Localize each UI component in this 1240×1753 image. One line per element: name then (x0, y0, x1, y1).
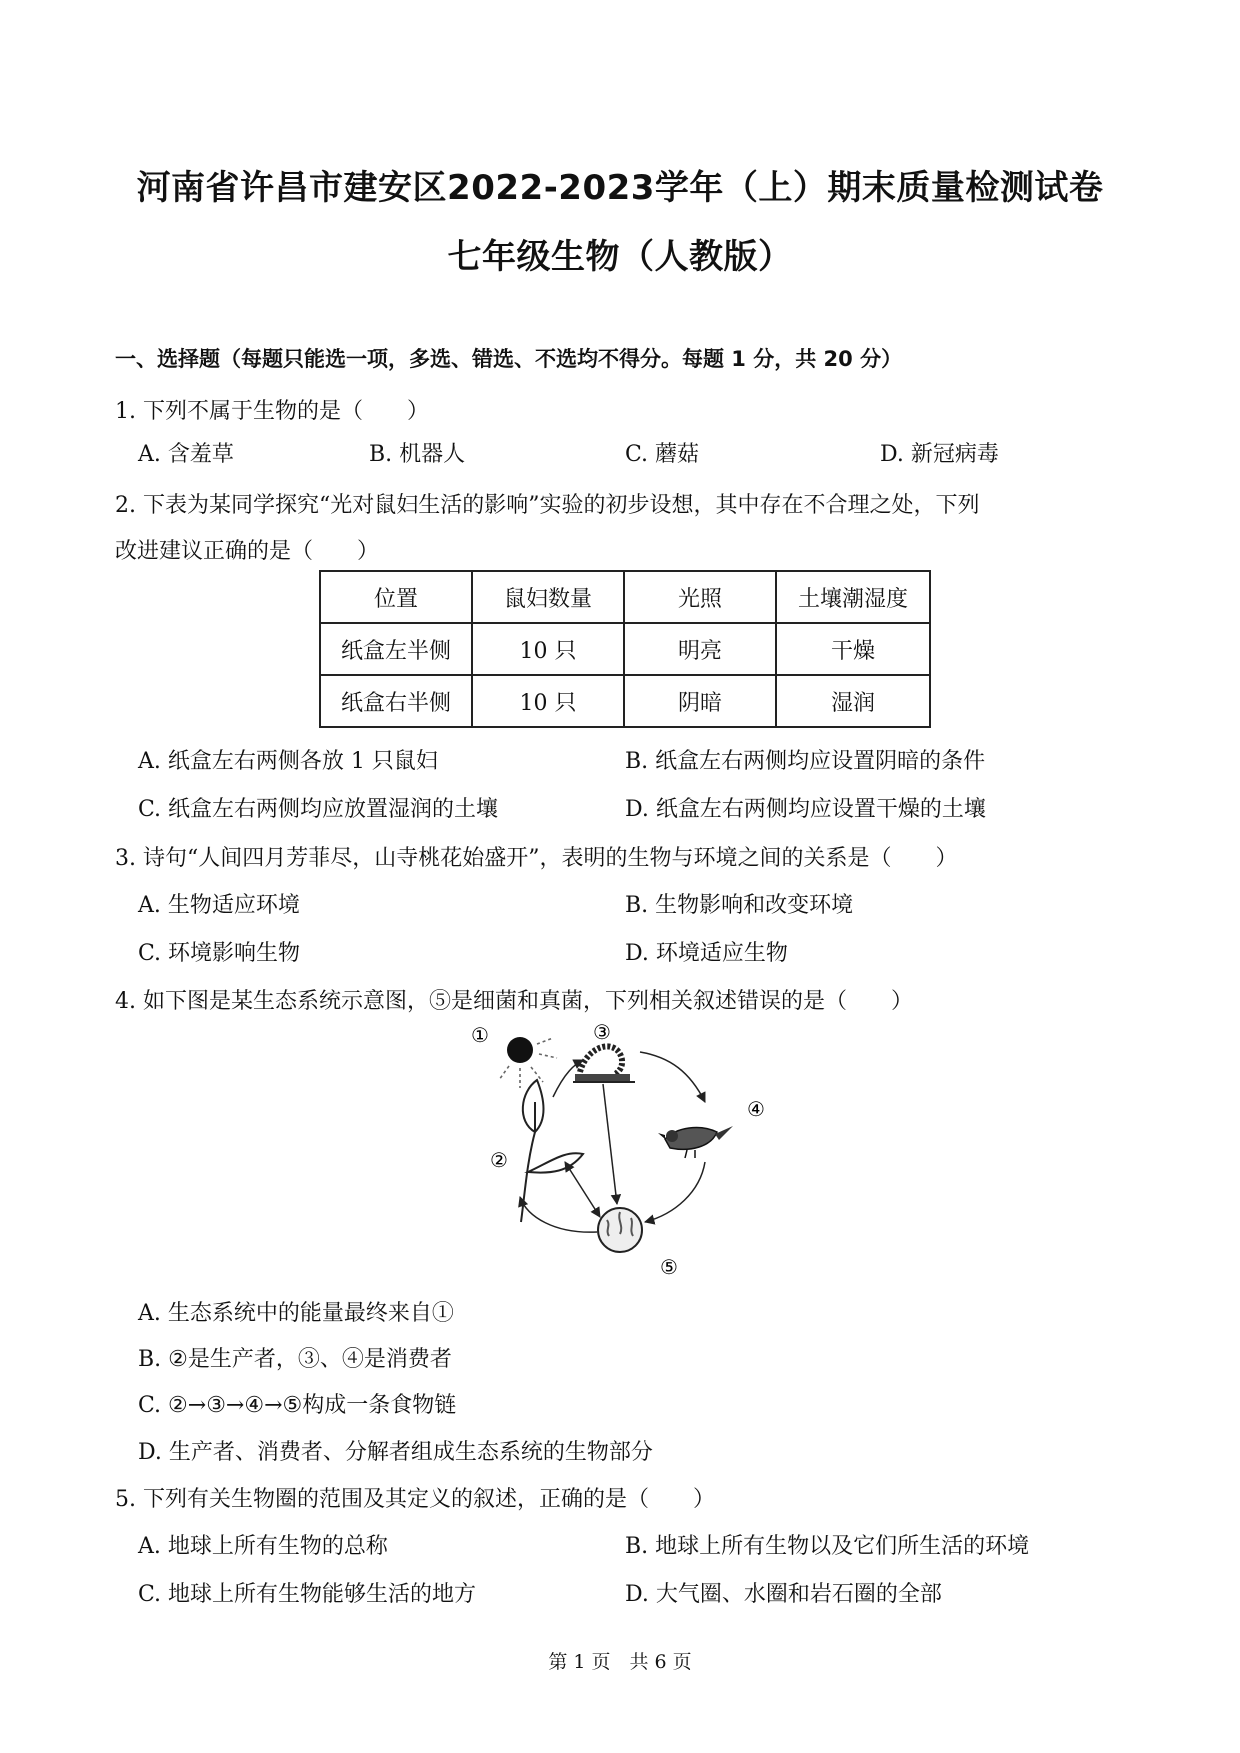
question-2-stem-line2: 改进建议正确的是（ ） (115, 539, 380, 564)
sun-icon (499, 1037, 557, 1088)
table-cell: 明亮 (624, 623, 776, 675)
q5-option-a: A. 地球上所有生物的总称 (138, 1534, 388, 1559)
table-cell: 阴暗 (624, 675, 776, 727)
question-3-stem: 3. 诗句“人间四月芳菲尽，山寺桃花始盛开”，表明的生物与环境之间的关系是（ ） (115, 846, 958, 871)
label-2: ② (490, 1148, 508, 1172)
exam-subtitle: 七年级生物（人教版） (447, 237, 793, 277)
table-cell: 纸盒左半侧 (320, 623, 472, 675)
q1-option-a: A. 含羞草 (138, 442, 234, 467)
q4-option-d: D. 生产者、消费者、分解者组成生态系统的生物部分 (138, 1440, 653, 1465)
label-4: ④ (747, 1097, 765, 1121)
table-header-cell: 土壤潮湿度 (776, 571, 930, 623)
q1-option-d: D. 新冠病毒 (880, 442, 999, 467)
q1-option-b: B. 机器人 (369, 442, 466, 467)
exam-title: 河南省许昌市建安区2022-2023学年（上）期末质量检测试卷 (136, 168, 1104, 208)
q3-option-a: A. 生物适应环境 (138, 893, 300, 918)
q4-option-c: C. ②→③→④→⑤构成一条食物链 (138, 1393, 457, 1418)
table-row (320, 675, 930, 727)
microbe-icon (598, 1208, 642, 1252)
q5-option-d: D. 大气圈、水圈和岩石圈的全部 (625, 1582, 942, 1607)
label-5: ⑤ (660, 1255, 678, 1277)
table-cell: 纸盒右半侧 (320, 675, 472, 727)
q3-option-b: B. 生物影响和改变环境 (625, 893, 854, 918)
table-cell: 湿润 (776, 675, 930, 727)
table-header-cell: 位置 (320, 571, 472, 623)
label-1: ① (471, 1023, 489, 1047)
label-3: ③ (593, 1022, 611, 1044)
q2-option-a: A. 纸盒左右两侧各放 1 只鼠妇 (138, 749, 438, 774)
plant-icon (521, 1080, 583, 1222)
q4-option-b: B. ②是生产者，③、④是消费者 (138, 1347, 452, 1372)
table-row (320, 623, 930, 675)
q2-option-d: D. 纸盒左右两侧均应设置干燥的土壤 (625, 797, 986, 822)
q5-option-b: B. 地球上所有生物以及它们所生活的环境 (625, 1534, 1030, 1559)
table-cell: 10 只 (472, 623, 624, 675)
page-number: 第 1 页 共 6 页 (548, 1651, 692, 1673)
ecosystem-diagram (465, 1022, 795, 1277)
table-cell: 干燥 (776, 623, 930, 675)
question-5-stem: 5. 下列有关生物圈的范围及其定义的叙述，正确的是（ ） (115, 1487, 715, 1512)
caterpillar-icon (573, 1046, 635, 1082)
q2-option-b: B. 纸盒左右两侧均应设置阴暗的条件 (625, 749, 986, 774)
q5-option-c: C. 地球上所有生物能够生活的地方 (138, 1582, 477, 1607)
q3-option-d: D. 环境适应生物 (625, 941, 788, 966)
table-cell: 10 只 (472, 675, 624, 727)
table-header-cell: 光照 (624, 571, 776, 623)
bird-icon (658, 1126, 733, 1158)
table-header-cell: 鼠妇数量 (472, 571, 624, 623)
section-heading: 一、选择题（每题只能选一项，多选、错选、不选均不得分。每题 1 分，共 20 分） (115, 347, 903, 371)
q2-option-c: C. 纸盒左右两侧均应放置湿润的土壤 (138, 797, 499, 822)
q3-option-c: C. 环境影响生物 (138, 941, 301, 966)
question-1-stem: 1. 下列不属于生物的是（ ） (115, 399, 429, 424)
question-2-stem-line1: 2. 下表为某同学探究“光对鼠妇生活的影响”实验的初步设想，其中存在不合理之处，下列 (115, 493, 980, 518)
q4-option-a: A. 生态系统中的能量最终来自① (138, 1301, 454, 1326)
experiment-table (319, 570, 931, 728)
q1-option-c: C. 蘑菇 (625, 442, 700, 467)
table-header-row (320, 571, 930, 623)
question-4-stem: 4. 如下图是某生态系统示意图，⑤是细菌和真菌，下列相关叙述错误的是（ ） (115, 989, 913, 1014)
